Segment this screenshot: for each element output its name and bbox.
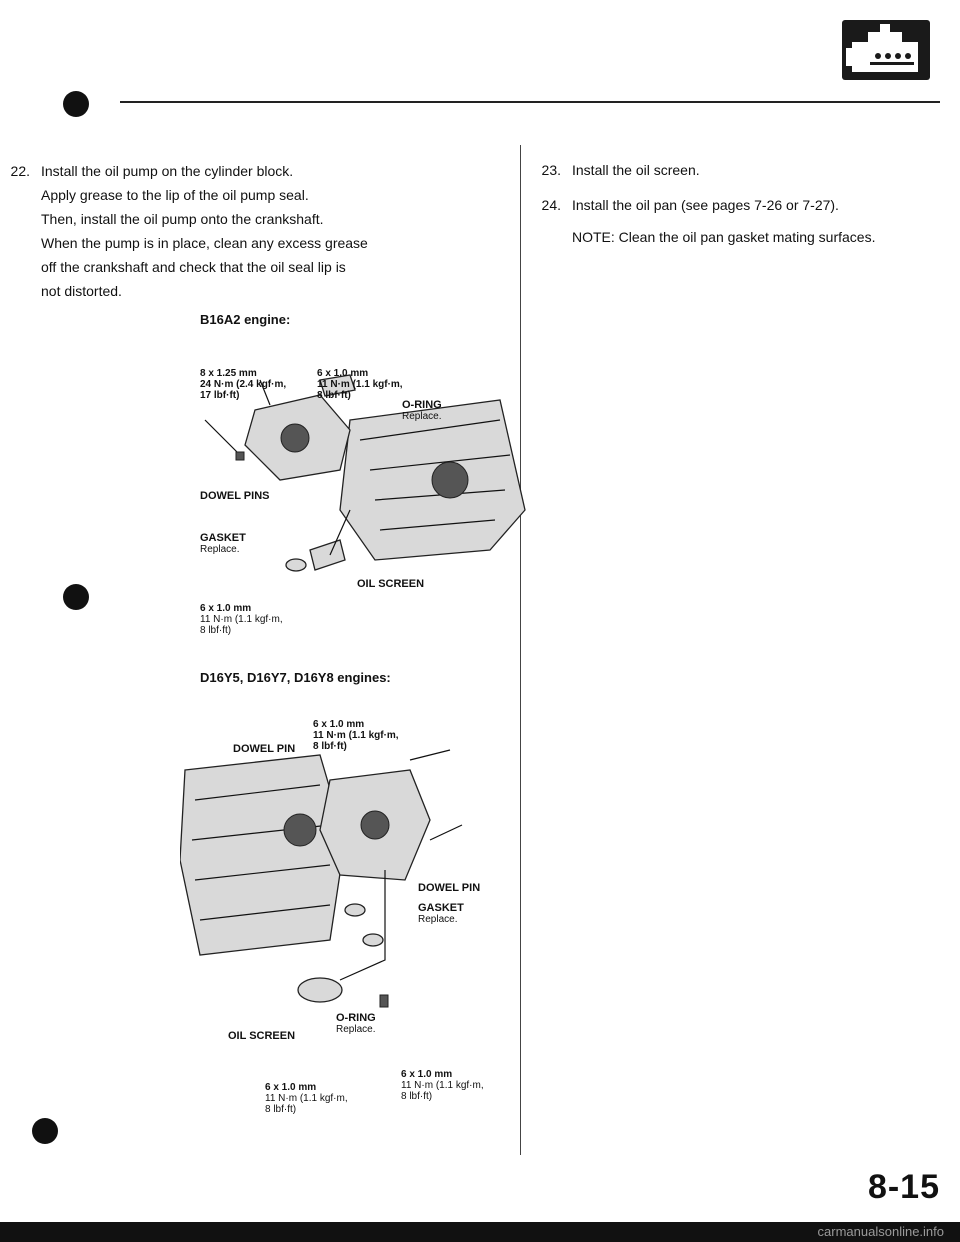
figure1-heading: B16A2 engine: xyxy=(200,312,291,327)
column-divider xyxy=(520,145,521,1155)
footer-url: carmanualsonline.info xyxy=(817,1224,944,1239)
bolt-torque: 11 N·m (1.1 kgf·m, xyxy=(265,1093,348,1104)
bolt-6x10-top-label xyxy=(317,368,403,401)
binder-hole xyxy=(63,91,89,117)
step-number: 22. xyxy=(10,163,30,179)
bolt-spec: 6 x 1.0 mm xyxy=(313,719,365,730)
bolt-torque: 24 N·m (2.4 kgf·m, xyxy=(200,379,287,390)
step-number: 24. xyxy=(541,197,561,213)
step-line: When the pump is in place, clean any excess grease xyxy=(41,235,368,251)
step-line: Install the oil pump on the cylinder block. xyxy=(41,163,294,179)
fig2-dowel-pin-right-label: DOWEL PIN xyxy=(418,882,481,894)
fig2-oil-screen-label: OIL SCREEN xyxy=(228,1030,296,1042)
figure2-heading: D16Y5, D16Y7, D16Y8 engines: xyxy=(200,670,391,685)
bolt-torque-ft: 8 lbf·ft) xyxy=(200,625,232,636)
bolt-8x125-label xyxy=(200,368,286,401)
bolt-torque-ft: 17 lbf·ft) xyxy=(200,390,240,401)
bolt-spec: 6 x 1.0 mm xyxy=(265,1082,317,1093)
fig2-dowel-pin-top-label: DOWEL PIN xyxy=(233,743,296,755)
fig2-bolt-bottom-right-label xyxy=(401,1069,484,1102)
bolt-spec: 6 x 1.0 mm xyxy=(200,603,252,614)
step-note: NOTE: Clean the oil pan gasket mating surfaces. xyxy=(572,229,876,245)
oring-label: O-RING xyxy=(402,399,442,411)
footer-bar xyxy=(0,1222,960,1242)
binder-hole xyxy=(32,1118,58,1144)
step-line: off the crankshaft and check that the oil seal lip is xyxy=(41,259,346,275)
step-text: Install the oil screen. xyxy=(572,162,700,178)
binder-hole xyxy=(63,584,89,610)
page-number: 8-15 xyxy=(867,1168,940,1206)
dowel-pins-label: DOWEL PINS xyxy=(200,490,270,502)
fig2-oring-callout xyxy=(336,1012,376,1035)
step-number: 23. xyxy=(541,162,561,178)
fig2-gasket-callout xyxy=(418,902,464,925)
step-line: not distorted. xyxy=(41,283,122,299)
step-line: Then, install the oil pump onto the crankshaft. xyxy=(41,211,324,227)
step-24 xyxy=(531,195,951,255)
oil-screen-label: OIL SCREEN xyxy=(357,578,425,590)
gasket-note: Replace. xyxy=(200,544,240,555)
bolt-torque-ft: 8 lbf·ft) xyxy=(401,1091,433,1102)
bolt-torque: 11 N·m (1.1 kgf·m, xyxy=(200,614,283,625)
bolt-6x10-bottom-label xyxy=(200,603,283,636)
bolt-torque: 11 N·m (1.1 kgf·m, xyxy=(317,379,403,390)
bolt-torque-ft: 8 lbf·ft) xyxy=(265,1104,297,1115)
fig2-bolt-top-label xyxy=(313,719,399,752)
step-line: Apply grease to the lip of the oil pump seal. xyxy=(41,187,309,203)
oring-note: Replace. xyxy=(402,411,442,422)
header-rule xyxy=(120,101,940,103)
fig2-bolt-bottom-left-label xyxy=(265,1082,348,1115)
gasket-callout xyxy=(200,532,246,555)
gasket-label: GASKET xyxy=(418,902,464,914)
step-23 xyxy=(531,160,951,180)
oring-note: Replace. xyxy=(336,1024,376,1035)
gasket-label: GASKET xyxy=(200,532,246,544)
oring-label: O-RING xyxy=(336,1012,376,1024)
oring-callout xyxy=(402,399,442,422)
gasket-note: Replace. xyxy=(418,914,458,925)
bolt-spec: 6 x 1.0 mm xyxy=(317,368,369,379)
bolt-torque-ft: 8 lbf·ft) xyxy=(317,390,351,401)
engine-block-icon xyxy=(842,20,930,80)
bolt-spec: 6 x 1.0 mm xyxy=(401,1069,453,1080)
bolt-spec: 8 x 1.25 mm xyxy=(200,368,257,379)
bolt-torque-ft: 8 lbf·ft) xyxy=(313,741,347,752)
bolt-torque: 11 N·m (1.1 kgf·m, xyxy=(401,1080,484,1091)
bolt-torque: 11 N·m (1.1 kgf·m, xyxy=(313,730,399,741)
step-text: Install the oil pan (see pages 7-26 or 7-27). xyxy=(572,197,839,213)
